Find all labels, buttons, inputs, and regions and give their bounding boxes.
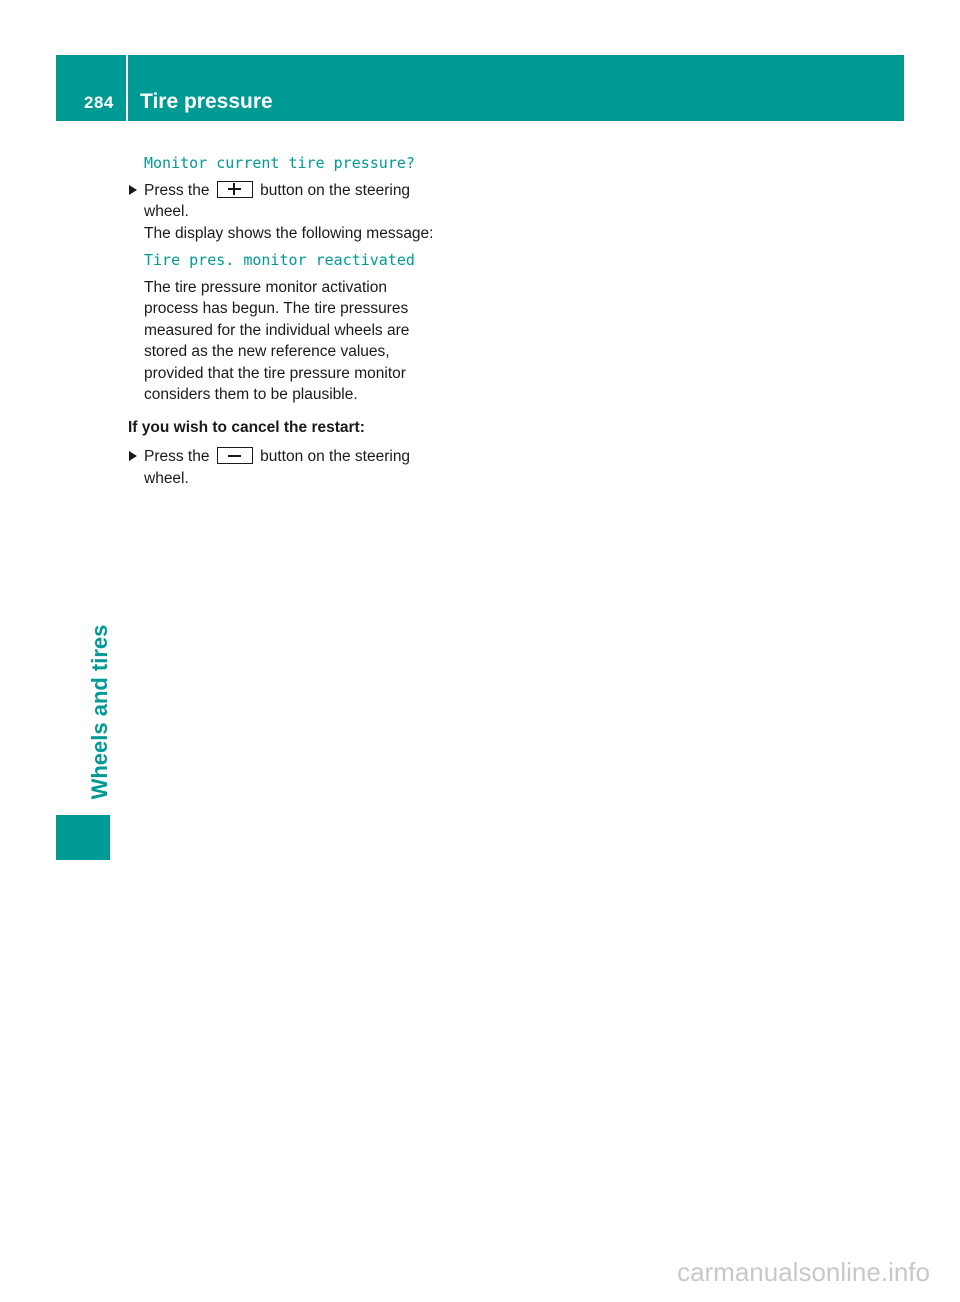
paragraph-line: considers them to be plausible. (144, 386, 358, 403)
step-arrow-icon (129, 451, 137, 461)
side-tab-marker (56, 815, 110, 860)
watermark-text: carmanualsonline.info (677, 1257, 930, 1287)
step-text-prefix: Press the (144, 181, 210, 199)
side-tab-text: Wheels and tires (87, 624, 112, 800)
step-text-line2: wheel. (144, 203, 189, 220)
paragraph-line: process has begun. The tire pressures (144, 300, 409, 317)
step-text-suffix: button on the steering (260, 181, 411, 199)
instruction-step-press-plus (128, 180, 468, 245)
paragraph-line: measured for the individual wheels are (144, 321, 410, 339)
paragraph-line: stored as the new reference values, (144, 343, 390, 360)
plus-key-icon (217, 181, 253, 198)
step-text-line2: wheel. (144, 469, 189, 487)
display-message-reactivated: Tire pres. monitor reactivated (144, 251, 415, 269)
activation-paragraph (128, 277, 468, 406)
main-content (128, 150, 468, 489)
instruction-step-press-minus (128, 446, 468, 489)
paragraph-line: The tire pressure monitor activation (144, 278, 387, 296)
step-text-suffix: button on the steering (260, 448, 411, 465)
cancel-restart-heading: If you wish to cancel the restart: (128, 418, 365, 436)
page-header-bar (56, 55, 904, 121)
paragraph-line: provided that the tire pressure monitor (144, 364, 406, 382)
minus-key-icon (217, 447, 253, 464)
display-message-monitor: Monitor current tire pressure? (144, 154, 415, 172)
header-divider (126, 55, 128, 121)
step-text-line3: The display shows the following message: (144, 224, 434, 242)
section-title: Tire pressure (140, 90, 273, 113)
step-text-prefix: Press the (144, 448, 210, 465)
step-arrow-icon (129, 185, 137, 195)
page-number: 284 (84, 93, 114, 112)
